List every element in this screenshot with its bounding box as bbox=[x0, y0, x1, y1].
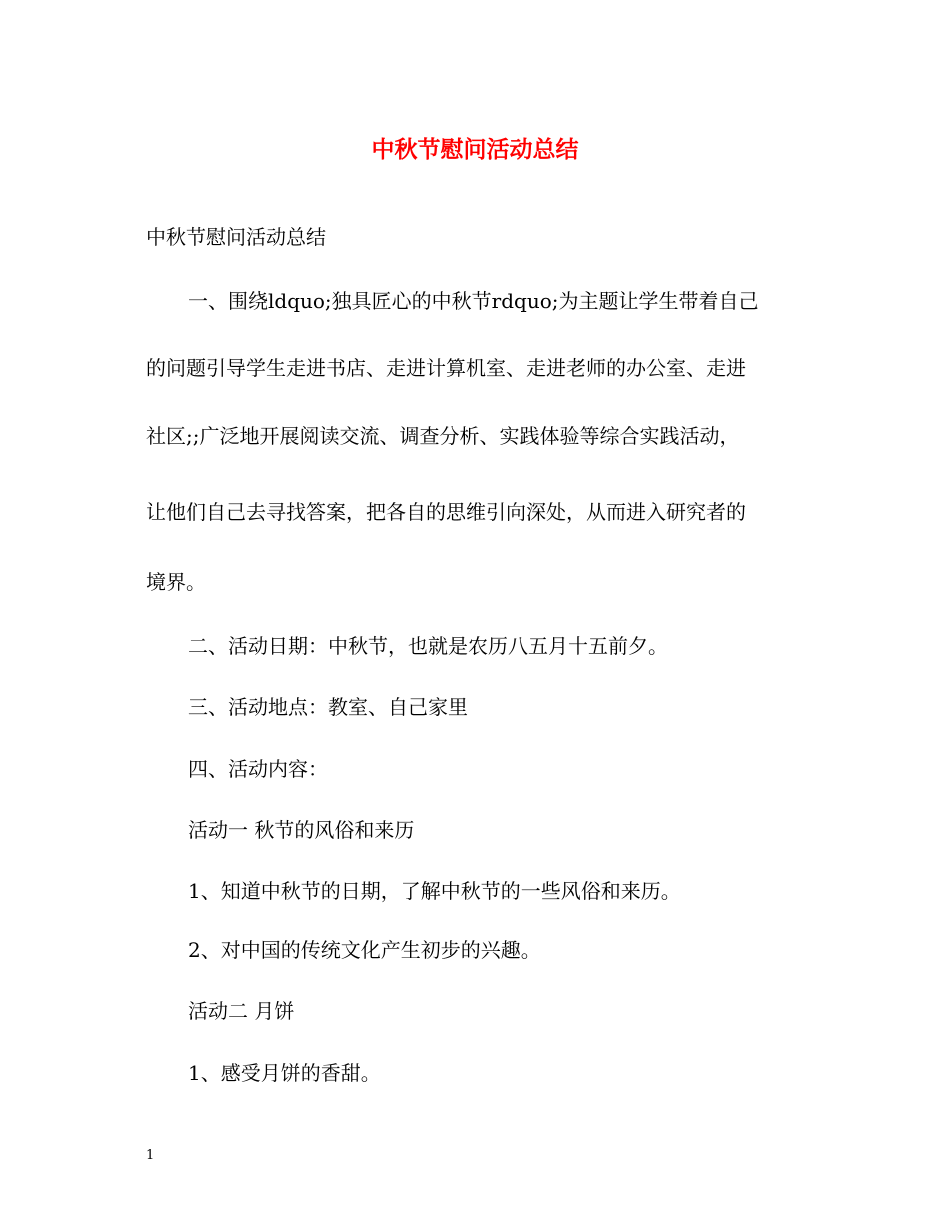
paragraph-line: 活动二 月饼 bbox=[188, 999, 295, 1023]
paragraph-line: 的问题引导学生走进书店、走进计算机室、走进老师的办公室、走进 bbox=[146, 356, 746, 380]
page-number: 1 bbox=[146, 1148, 155, 1163]
paragraph-heading: 中秋节慰问活动总结 bbox=[146, 225, 326, 249]
paragraph-line: 2、对中国的传统文化产生初步的兴趣。 bbox=[188, 938, 541, 962]
document-title: 中秋节慰问活动总结 bbox=[371, 136, 579, 163]
paragraph-line: 1、知道中秋节的日期，了解中秋节的一些风俗和来历。 bbox=[188, 879, 681, 903]
paragraph-line: 1、感受月饼的香甜。 bbox=[188, 1061, 381, 1085]
paragraph-line: 二、活动日期：中秋节，也就是农历八五月十五前夕。 bbox=[188, 634, 668, 658]
paragraph-line: 四、活动内容： bbox=[188, 757, 328, 781]
paragraph-line: 三、活动地点：教室、自己家里 bbox=[188, 695, 468, 719]
paragraph-line: 境界。 bbox=[146, 570, 206, 594]
paragraph-line: 一、围绕ldquo;独具匠心的中秋节rdquo;为主题让学生带着自己 bbox=[188, 289, 759, 313]
paragraph-line: 活动一 秋节的风俗和来历 bbox=[188, 818, 415, 842]
paragraph-line: 让他们自己去寻找答案，把各自的思维引向深处，从而进入研究者的 bbox=[146, 500, 746, 524]
paragraph-line: 社区;;广泛地开展阅读交流、调查分析、实践体验等综合实践活动， bbox=[146, 424, 740, 448]
